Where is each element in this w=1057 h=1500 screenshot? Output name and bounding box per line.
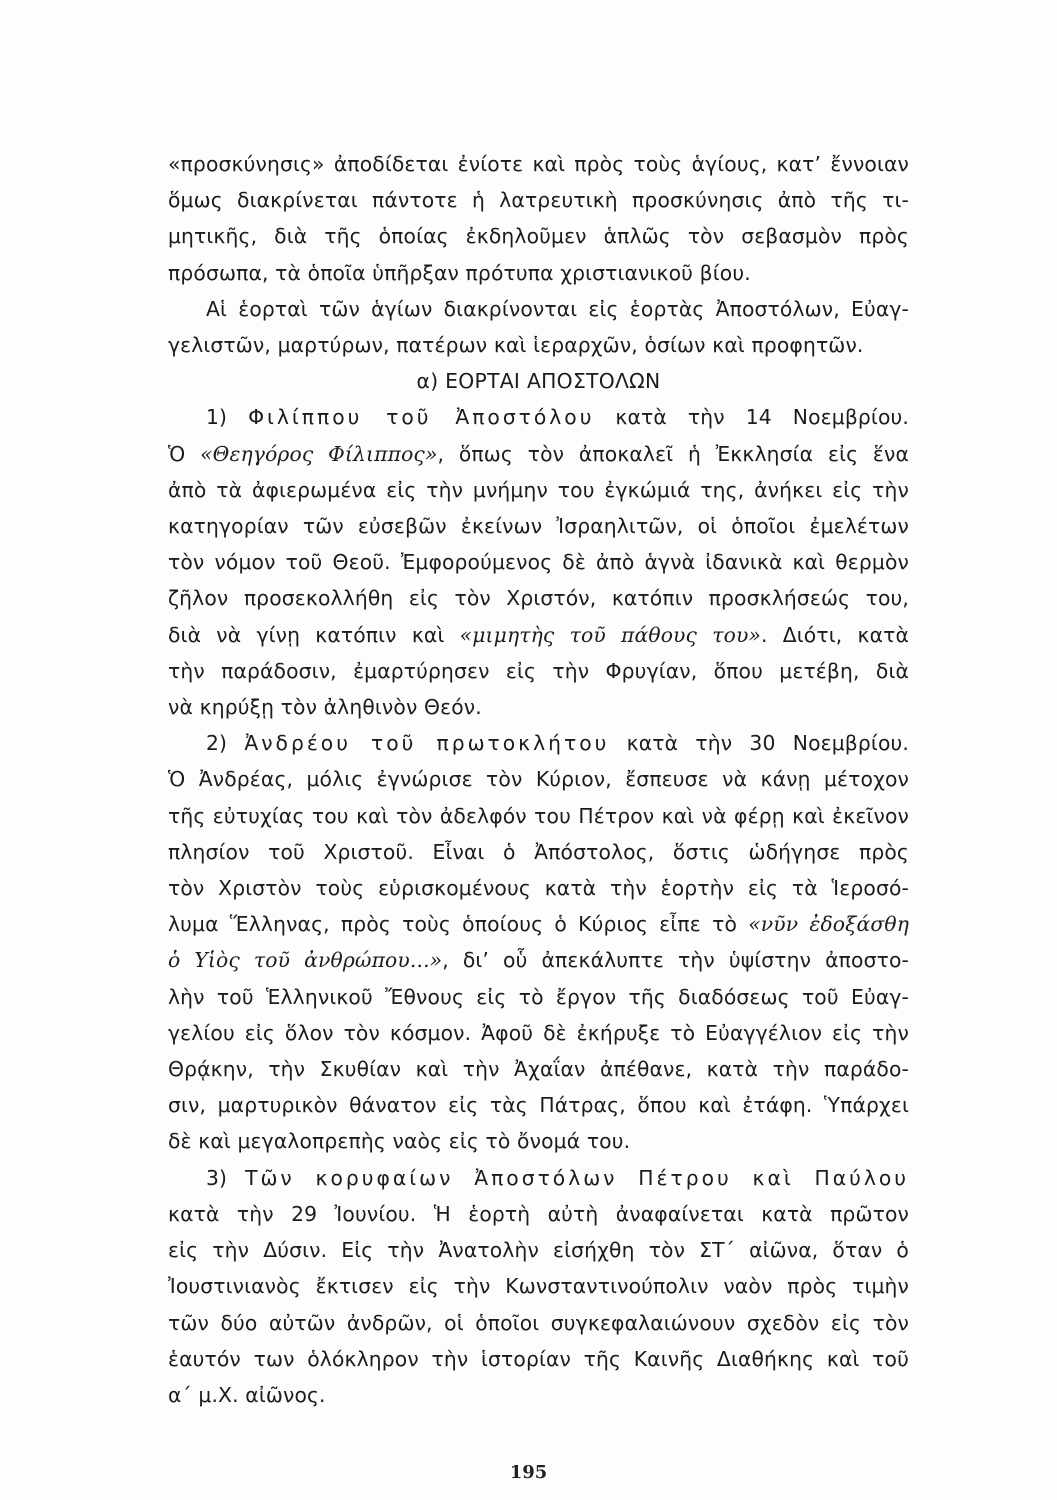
- text-line: [168, 1268, 909, 1304]
- text-line: [168, 182, 909, 218]
- text-run: ὅμως διακρίνεται πάντοτε ἡ λατρευτικὴ προσκύνησις ἀπὸ τῆς τι-: [168, 188, 909, 213]
- text-line: [168, 1160, 909, 1196]
- text-line: [168, 580, 909, 616]
- text-line: [168, 544, 909, 580]
- spaced-title: Ἀνδρέου τοῦ πρωτοκλήτου: [244, 731, 610, 756]
- spaced-title: Τῶν κορυφαίων Ἀποστόλων Πέτρου καὶ Παύλου: [245, 1165, 909, 1190]
- text-line: [168, 1196, 909, 1232]
- text-run: Ἰουστινιανὸς ἔκτισεν εἰς τὴν Κωνσταντινούπολιν ναὸν πρὸς τιμὴν: [168, 1274, 909, 1299]
- spaced-title: Φιλίππου τοῦ Ἀποστόλου: [248, 405, 595, 430]
- italic-quote: ὁ Υἱὸς τοῦ ἀνθρώπου...»: [168, 948, 443, 973]
- text-run: Θρᾴκην, τὴν Σκυθίαν καὶ τὴν Ἀχαΐαν ἀπέθανε, κατὰ τὴν παράδο-: [168, 1057, 909, 1082]
- text-run: 2): [206, 731, 245, 756]
- text-line: [168, 979, 909, 1015]
- text-run: κατὰ τὴν 14 Νοεμβρίου.: [594, 405, 909, 430]
- text-run: εἰς τὴν Δύσιν. Εἰς τὴν Ἀνατολὴν εἰσήχθη τὸν ΣΤ΄ αἰῶνα, ὅταν ὁ: [168, 1238, 909, 1263]
- text-line: [168, 291, 909, 327]
- text-line: [168, 617, 909, 653]
- text-run: α΄ μ.Χ. αἰῶνος.: [168, 1382, 326, 1407]
- text-line: [168, 1341, 909, 1377]
- text-run: ἀπὸ τὰ ἀφιερωμένα εἰς τὴν μνήμην του ἐγκώμιά της, ἀνήκει εἰς τὴν: [168, 477, 909, 502]
- text-line: [168, 327, 909, 363]
- text-run: λὴν τοῦ Ἑλληνικοῦ Ἔθνους εἰς τὸ ἔργον τῆς διαδόσεως τοῦ Εὐαγ-: [168, 984, 909, 1009]
- text-run: λυμα Ἕλληνας, πρὸς τοὺς ὁποίους ὁ Κύριος εἶπε τὸ: [168, 912, 749, 937]
- text-line: [168, 508, 909, 544]
- page-number: 195: [509, 1462, 548, 1483]
- text-line: [168, 1087, 909, 1123]
- text-run: δὲ καὶ μεγαλοπρεπὴς ναὸς εἰς τὸ ὄνομά του.: [168, 1129, 631, 1154]
- text-run: «προσκύνησις» ἀποδίδεται ἐνίοτε καὶ πρὸς τοὺς ἁγίους, κατ’ ἔννοιαν: [168, 152, 909, 176]
- text-line: [168, 1015, 909, 1051]
- text-run: , ὅπως τὸν ἀποκαλεῖ ἡ Ἐκκλησία εἰς ἕνα: [437, 441, 910, 466]
- text-line: [168, 472, 909, 508]
- text-run: τὴν παράδοσιν, ἐμαρτύρησεν εἰς τὴν Φρυγίαν, ὅπου μετέβη, διὰ: [168, 658, 909, 683]
- text-line: [168, 1123, 909, 1159]
- text-line: [168, 653, 909, 689]
- text-run: τῆς εὐτυχίας του καὶ τὸν ἀδελφόν του Πέτρον καὶ νὰ φέρῃ καὶ ἐκεῖνον: [168, 803, 909, 828]
- text-run: μητικῆς, διὰ τῆς ὁποίας ἐκδηλοῦμεν ἁπλῶς τὸν σεβασμὸν πρὸς: [168, 224, 909, 249]
- italic-quote: «μιμητὴς τοῦ πάθους του»: [459, 622, 761, 647]
- text-run: Ὁ: [168, 441, 201, 466]
- text-run: , δι’ οὗ ἀπεκάλυπτε τὴν ὑψίστην ἀποστο-: [442, 948, 909, 973]
- italic-quote: «νῦν ἐδοξάσθη: [748, 912, 909, 937]
- text-line: [168, 689, 909, 725]
- text-run: νὰ κηρύξῃ τὸν ἀληθινὸν Θεόν.: [168, 695, 482, 720]
- text-run: τὸν Χριστὸν τοὺς εὑρισκομένους κατὰ τὴν ἑορτὴν εἰς τὰ Ἱεροσό-: [168, 876, 909, 901]
- text-line: [168, 1377, 909, 1413]
- text-line: [168, 436, 909, 472]
- text-body: [168, 146, 909, 1413]
- text-run: γελίου εἰς ὅλον τὸν κόσμον. Ἀφοῦ δὲ ἐκήρυξε τὸ Εὐαγγέλιον εἰς τὴν: [168, 1020, 909, 1045]
- section-heading: [168, 363, 909, 399]
- text-run: ἑαυτόν των ὁλόκληρον τὴν ἱστορίαν τῆς Καινῆς Διαθήκης καὶ τοῦ: [168, 1346, 909, 1371]
- text-run: τῶν δύο αὐτῶν ἀνδρῶν, οἱ ὁποῖοι συγκεφαλαιώνουν σχεδὸν εἰς τὸν: [168, 1310, 909, 1335]
- text-line: [168, 146, 909, 182]
- text-run: 3): [206, 1165, 246, 1190]
- text-line: [168, 255, 909, 291]
- text-run: . Διότι, κατὰ: [760, 622, 909, 647]
- text-line: [168, 1305, 909, 1341]
- text-line: [168, 906, 909, 942]
- text-run: διὰ νὰ γίνῃ κατόπιν καὶ: [168, 622, 460, 647]
- text-run: κατηγορίαν τῶν εὐσεβῶν ἐκείνων Ἰσραηλιτῶν, οἱ ὁποῖοι ἐμελέτων: [168, 514, 909, 539]
- text-run: ζῆλον προσεκολλήθη εἰς τὸν Χριστόν, κατόπιν προσκλήσεώς του,: [168, 586, 909, 611]
- text-run: 1): [206, 405, 249, 430]
- text-run: κατὰ τὴν 30 Νοεμβρίου.: [609, 731, 909, 756]
- text-line: [168, 870, 909, 906]
- text-line: [168, 725, 909, 761]
- text-run: κατὰ τὴν 29 Ἰουνίου. Ἡ ἑορτὴ αὐτὴ ἀναφαίνεται κατὰ πρῶτον: [168, 1201, 909, 1226]
- text-run: Ὁ Ἀνδρέας, μόλις ἐγνώρισε τὸν Κύριον, ἔσπευσε νὰ κάνῃ μέτοχον: [168, 767, 909, 792]
- text-run: πλησίον τοῦ Χριστοῦ. Εἶναι ὁ Ἀπόστολος, ὅστις ὡδήγησε πρὸς: [168, 839, 909, 864]
- text-run: σιν, μαρτυρικὸν θάνατον εἰς τὰς Πάτρας, ὅπου καὶ ἐτάφη. Ὑπάρχει: [168, 1093, 909, 1118]
- text-line: [168, 399, 909, 435]
- text-line: [168, 798, 909, 834]
- text-line: [168, 834, 909, 870]
- text-run: τὸν νόμον τοῦ Θεοῦ. Ἐμφορούμενος δὲ ἀπὸ ἁγνὰ ἰδανικὰ καὶ θερμὸν: [168, 550, 909, 575]
- text-line: [168, 761, 909, 797]
- text-line: [168, 1232, 909, 1268]
- text-run: Αἱ ἑορταὶ τῶν ἁγίων διακρίνονται εἰς ἑορτὰς Ἀποστόλων, Εὐαγ-: [206, 296, 909, 321]
- text-run: γελιστῶν, μαρτύρων, πατέρων καὶ ἱεραρχῶν, ὁσίων καὶ προφητῶν.: [168, 333, 864, 358]
- text-line: [168, 1051, 909, 1087]
- text-line: [168, 218, 909, 254]
- text-run: α) ΕΟΡΤΑΙ ΑΠΟΣΤΟΛΩΝ: [416, 369, 661, 394]
- text-line: [168, 942, 909, 978]
- text-run: πρόσωπα, τὰ ὁποῖα ὑπῆρξαν πρότυπα χριστιανικοῦ βίου.: [168, 260, 751, 285]
- italic-quote: «Θεηγόρος Φίλιππος»: [200, 441, 438, 466]
